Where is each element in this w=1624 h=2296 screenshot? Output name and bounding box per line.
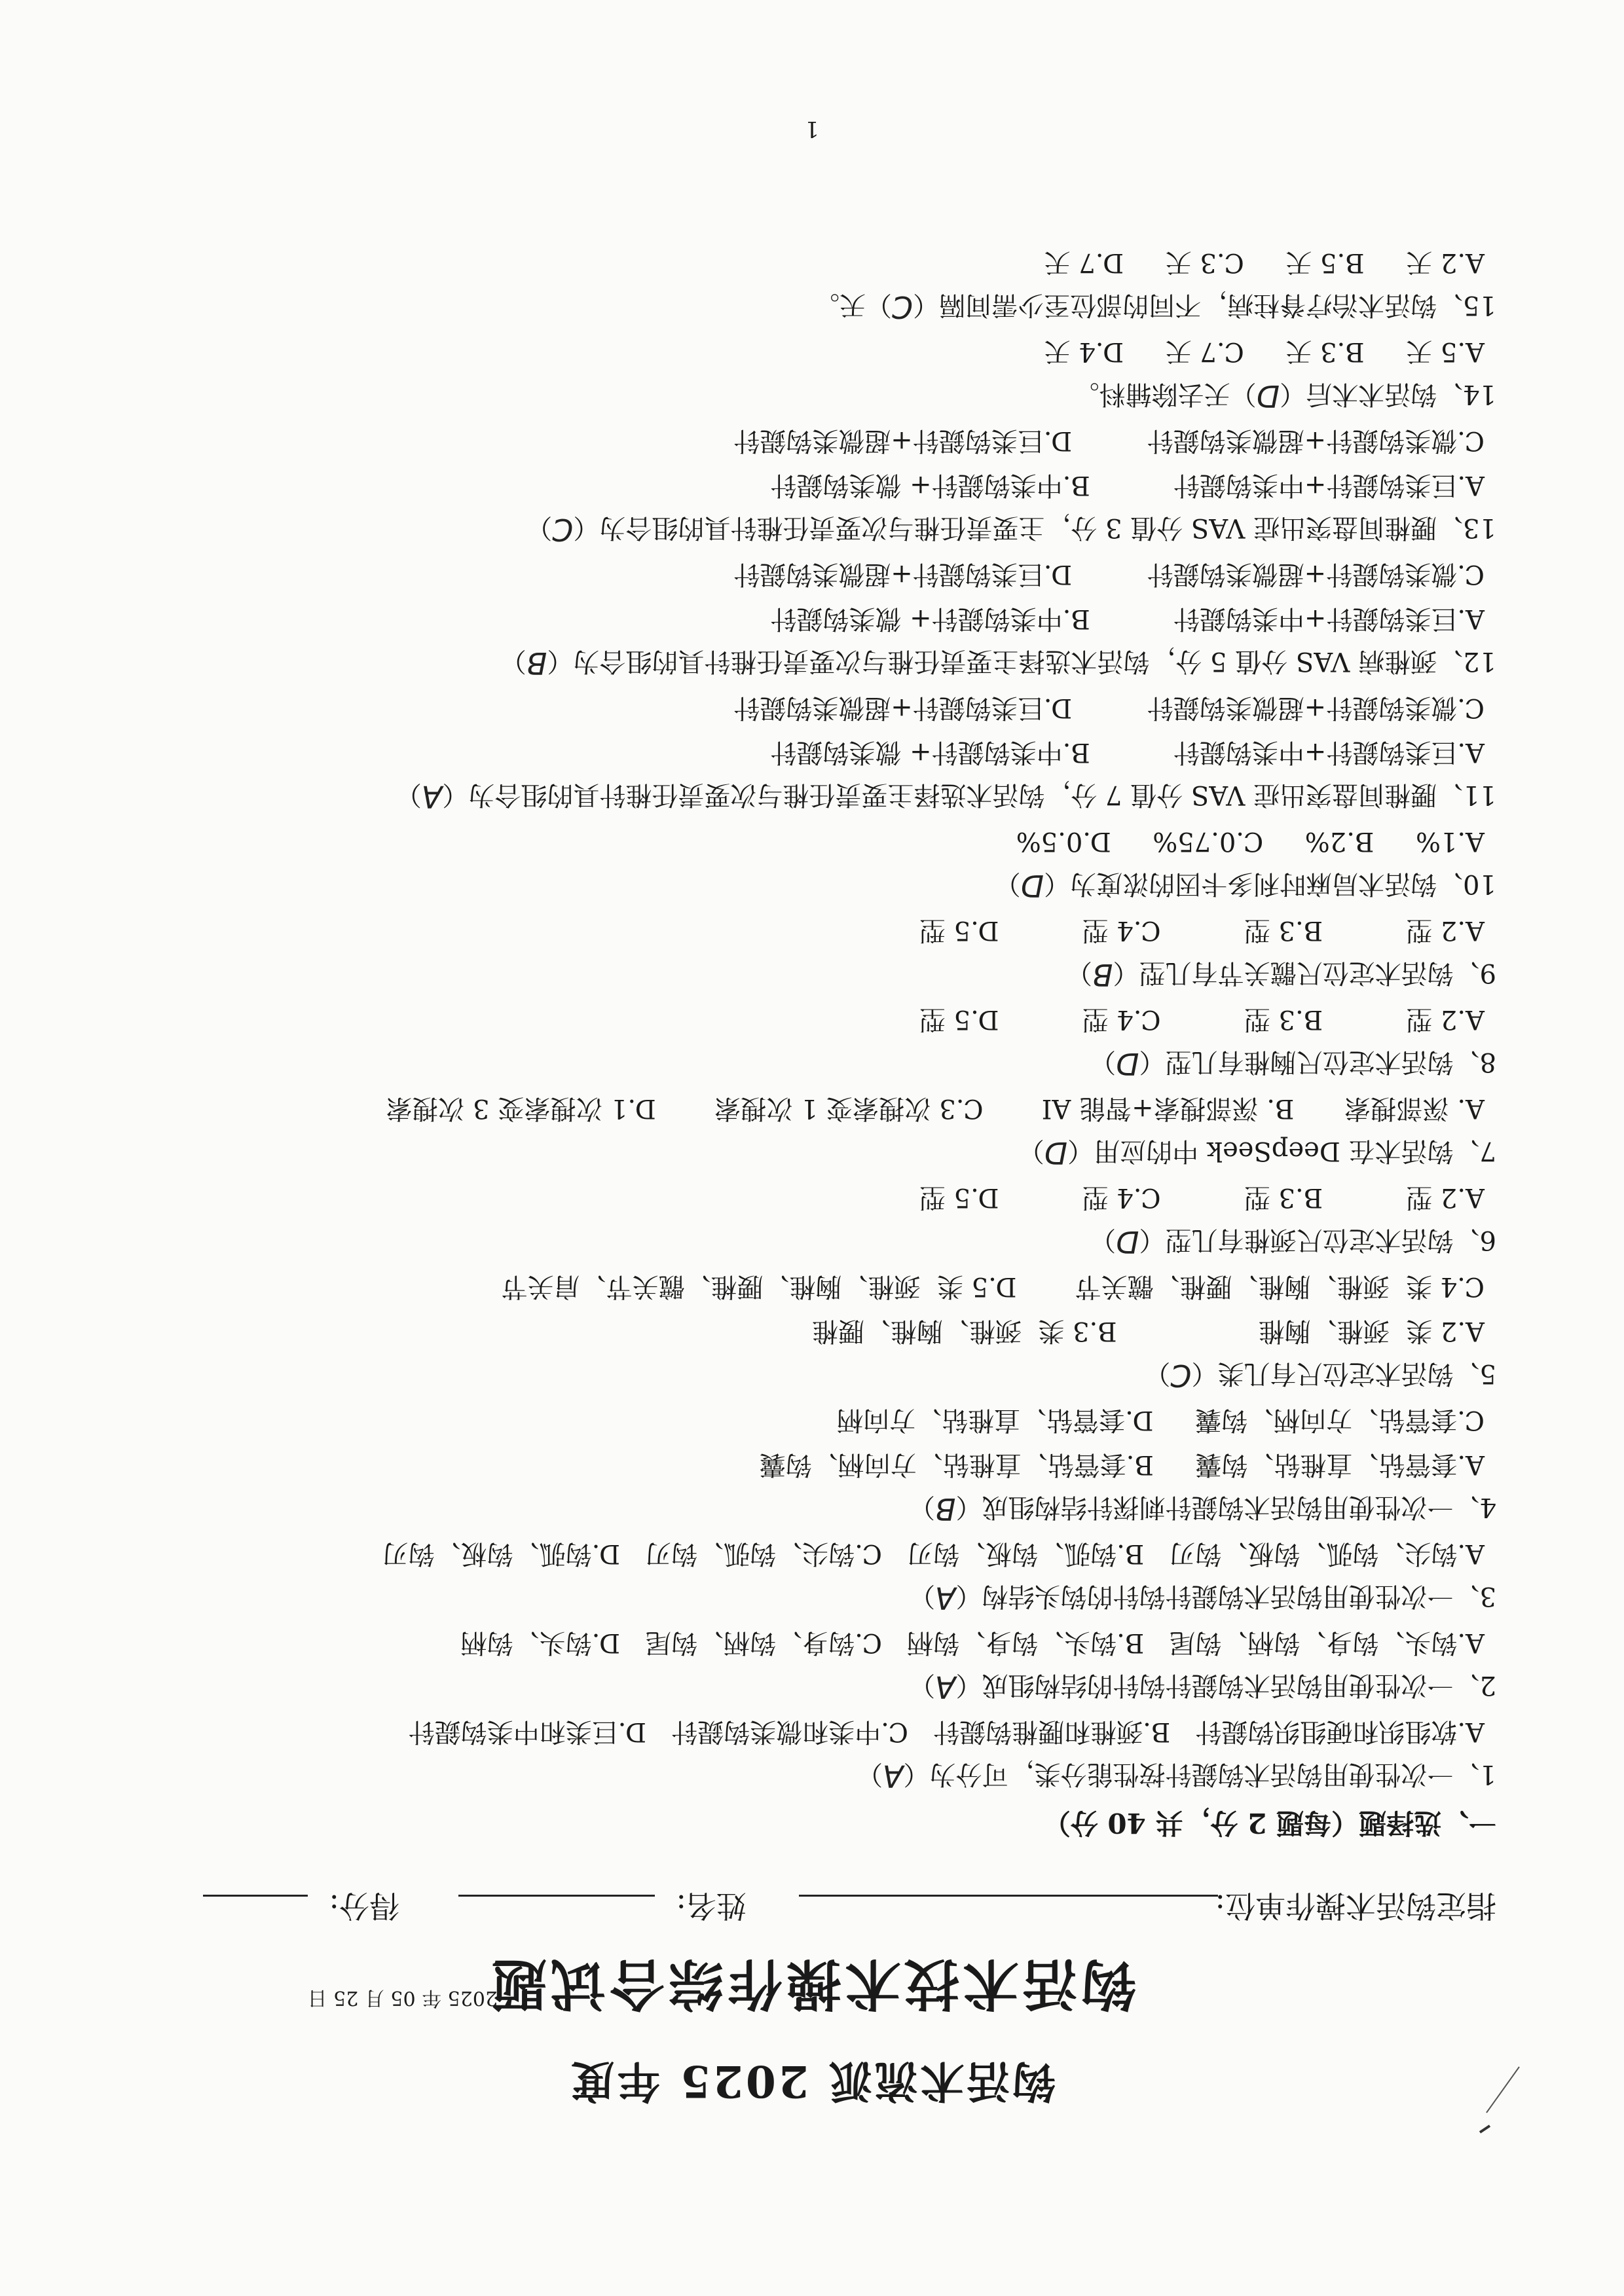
question-text: 5、钩活术定位尺有几类（: [1191, 1358, 1496, 1389]
question-stem: [82, 1576, 1496, 1620]
question-stem: [82, 864, 1496, 908]
question-options: A.套管钻、直椎钻、钩囊 B.套管钻、直椎钻、方向柄、钩囊: [759, 1449, 1485, 1480]
handwritten-answer: D: [1116, 1224, 1139, 1260]
question-stem: [82, 285, 1496, 329]
question-close: ）: [1090, 1225, 1116, 1255]
handwritten-answer: A: [883, 1758, 904, 1794]
handwritten-answer: B: [934, 1491, 956, 1527]
question-stem: [82, 1665, 1496, 1709]
question-text: 12、颈椎病 VAS 分值 5 分，钩活术选择主要责任椎与次要责任椎针具的组合为（: [547, 646, 1496, 676]
question-close: ）: [1090, 1047, 1116, 1077]
name-blank[interactable]: [458, 1895, 655, 1929]
question-options: A.2 型 B.3 型 C.4 型 D.5 型: [919, 1004, 1485, 1034]
exam-title: 钩活术技术操作综合试题: [488, 1952, 1137, 2016]
question-options: A.钩尖、钩弧、钩板、钩刃 B.钩弧、钩板、钩刃 C.钩尖、钩弧、钩刃 D.钩弧、钩板、钩刃: [382, 1539, 1485, 1569]
score-blank[interactable]: [203, 1895, 308, 1929]
question-text: 3、一次性使用钩活术钩鍉针钩针的钩头结构（: [955, 1581, 1496, 1611]
question-options: A.巨类钩鍉针+中类钩鍉针 B.中类钩鍉针+ 微类钩鍉针: [770, 737, 1485, 767]
question-text: 8、钩活术定位尺胸椎有几型（: [1139, 1047, 1496, 1077]
question-options: A.2 型 B.3 型 C.4 型 D.5 型: [919, 915, 1485, 945]
question-close: ）: [909, 1581, 936, 1611]
question-options: C.微类钩鍉针+超微类钩鍉针 D.巨类钩鍉针+超微类钩鍉针: [733, 426, 1485, 456]
question-text: 11、腰椎间盘突出症 VAS 分值 7 分，钩活术选择主要责任椎与次要责任椎针具的组合为（: [442, 780, 1496, 810]
handwritten-answer: A: [421, 779, 443, 814]
question-options: A.巨类钩鍉针+中类钩鍉针 B.中类钩鍉针+ 微类钩鍉针: [770, 604, 1485, 634]
unit-blank[interactable]: [799, 1895, 1218, 1929]
question-text: 4、一次性使用钩活术钩鍉针刺探针结构组成（: [955, 1492, 1496, 1522]
question-text: 9、钩活术定位尺髋关节有几型（: [1113, 958, 1496, 988]
question-text: 7、钩活术在 DeepSeek 中的应用（: [1067, 1136, 1496, 1166]
question-close: ）: [395, 780, 422, 810]
question-text: 13、腰椎间盘突出症 VAS 分值 3 分，主要责任椎与次要责任椎针具的组合为（: [573, 513, 1496, 543]
org-title: 钩活术流派 2025 年度: [568, 2056, 1056, 2107]
question-close: ）: [1018, 1136, 1044, 1166]
handwritten-answer: B: [1092, 957, 1113, 993]
question-close: ）: [526, 513, 553, 543]
question-options: A.钩头、钩身、钩柄、钩尾 B.钩头、钩身、钩柄 C.钩身、钩柄、钩尾 D.钩头、钩柄: [460, 1628, 1485, 1658]
question-text: 1、一次性使用钩活术钩鍉针按性能分类，可分为（: [903, 1759, 1496, 1789]
question-options: A.软组织和硬组织钩鍉针 B.颈椎和腰椎钩鍉针 C.中类和微类钩鍉针 D.巨类和中类钩鍉针: [408, 1717, 1485, 1747]
question-text: 15、钩活术治疗脊柱病，不同的部位至少需间隔（: [913, 290, 1496, 320]
question-options: A.1% B.2% C.0.75% D.0.5%: [1016, 826, 1485, 856]
question-stem: [82, 1131, 1496, 1175]
question-options: C.4 类 颈椎、胸椎、腰椎、髋关节 D.5 类 颈椎、胸椎、腰椎、髋关节、肩关节: [501, 1271, 1485, 1302]
handwritten-answer: C: [552, 512, 574, 547]
question-close: ）: [1144, 1358, 1171, 1389]
name-label: 姓名:: [676, 1888, 747, 1923]
question-close: ）: [908, 1492, 935, 1522]
page-number: 1: [805, 116, 819, 142]
question-options: A.2 天 B.5 天 C.3 天 D.7 天: [1044, 247, 1485, 278]
question-stem: [82, 1042, 1496, 1086]
question-list: [82, 240, 1496, 1798]
score-label: 得分:: [329, 1888, 399, 1923]
question-stem: [82, 1353, 1496, 1398]
handwritten-answer: D: [1256, 378, 1280, 414]
section-title: 一、选择题（每题 2 分，共 40 分）: [1043, 1807, 1496, 1839]
question-text: 6、钩活术定位尺颈椎有几型（: [1139, 1225, 1496, 1255]
question-stem: [82, 774, 1496, 819]
question-stem: [82, 641, 1496, 685]
question-stem: [82, 507, 1496, 552]
question-close: ）天去除辅料。: [1073, 379, 1257, 409]
question-options: C.套管钻、方向柄、钩囊 D.套管钻、直椎钻、方向柄: [837, 1405, 1485, 1435]
question-text: 10、钩活术局麻时利多卡因的浓度为（: [1044, 869, 1496, 899]
question-close: ）天。: [813, 290, 892, 320]
exam-date: 2025 年 05 月 25 日: [307, 1986, 498, 2009]
handwritten-answer: C: [891, 289, 913, 325]
handwritten-answer: A: [935, 1669, 956, 1705]
unit-label: 指定钩活术操作单位:: [1215, 1888, 1496, 1923]
question-close: ）: [500, 646, 526, 676]
handwritten-answer: D: [1116, 1046, 1139, 1082]
question-stem: [82, 1487, 1496, 1531]
question-stem: [82, 1220, 1496, 1264]
question-close: ）: [994, 869, 1021, 899]
handwritten-answer: A: [935, 1580, 956, 1616]
handwritten-answer: D: [1020, 868, 1044, 903]
question-close: ）: [857, 1759, 883, 1789]
question-options: A.巨类钩鍉针+中类钩鍉针 B.中类钩鍉针+ 微类钩鍉针: [770, 470, 1485, 500]
question-text: 2、一次性使用钩活术钩鍉针钩针的结构组成（: [955, 1670, 1496, 1700]
question-text: 14、钩活术术后（: [1280, 379, 1496, 409]
question-close: ）: [909, 1670, 936, 1700]
question-options: A.2 型 B.3 型 C.4 型 D.5 型: [919, 1182, 1485, 1212]
question-stem: [82, 953, 1496, 997]
handwritten-answer: D: [1044, 1135, 1068, 1171]
handwritten-answer: C: [1170, 1358, 1192, 1393]
question-close: ）: [1065, 958, 1092, 988]
question-options: A.2 类 颈椎、胸椎 B.3 类 颈椎、胸椎、腰椎: [811, 1316, 1485, 1346]
question-stem: [82, 1754, 1496, 1798]
question-options: C.微类钩鍉针+超微类钩鍉针 D.巨类钩鍉针+超微类钩鍉针: [733, 693, 1485, 723]
question-options: A. 深部搜索 B. 深部搜索+智能 AI C.3 次搜索变 1 次搜索 D.1 次搜索变 3 次搜索: [386, 1093, 1485, 1123]
question-options: C.微类钩鍉针+超微类钩鍉针 D.巨类钩鍉针+超微类钩鍉针: [733, 559, 1485, 589]
question-stem: [82, 374, 1496, 418]
question-options: A.5 天 B.3 天 C.7 天 D.4 天: [1044, 337, 1485, 367]
handwritten-answer: B: [526, 646, 547, 681]
